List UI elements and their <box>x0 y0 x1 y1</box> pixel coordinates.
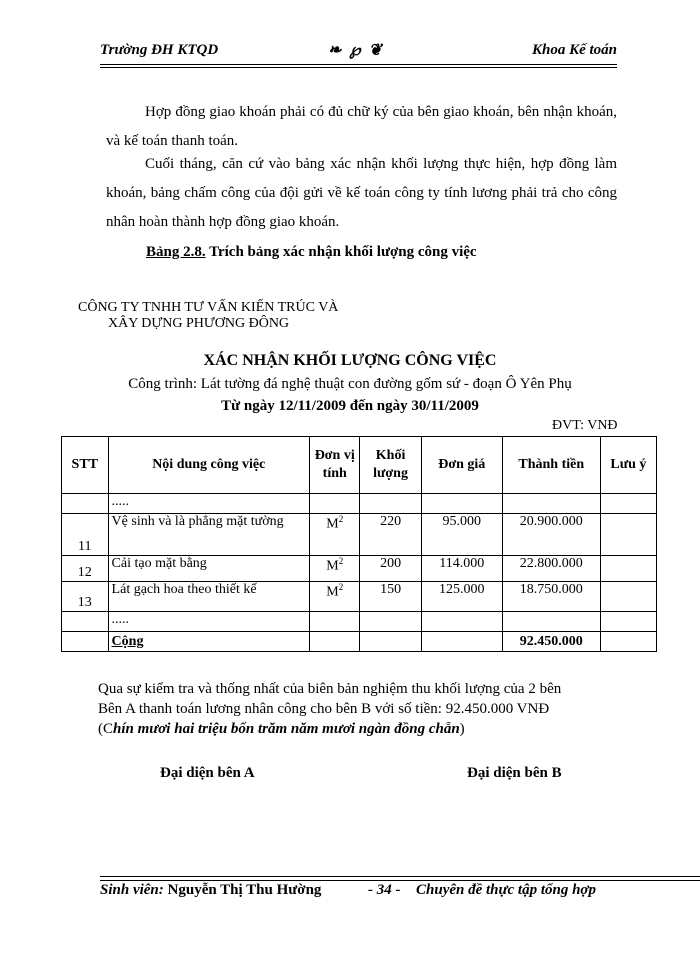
header-quantity: Khối lượng <box>360 437 421 494</box>
table-total-row <box>62 632 657 652</box>
cell-ellipsis: ..... <box>108 494 309 514</box>
table-row-ellipsis <box>62 494 657 514</box>
cell-note <box>600 514 656 556</box>
cell-empty <box>310 612 360 632</box>
cell-amount: 18.750.000 <box>502 582 600 612</box>
cell-empty <box>360 494 421 514</box>
cell-empty <box>62 632 109 652</box>
cell-empty <box>360 632 421 652</box>
unit-base: M <box>326 516 339 532</box>
cell-empty <box>421 494 502 514</box>
cell-empty <box>421 612 502 632</box>
cell-note <box>600 556 656 582</box>
cell-unit <box>310 582 360 612</box>
cell-ellipsis: ..... <box>108 612 309 632</box>
cell-stt: 13 <box>62 582 109 612</box>
cell-unit-price: 95.000 <box>421 514 502 556</box>
paragraph-month-end: Cuối tháng, căn cứ vào bảng xác nhận khối lượng thực hiện, hợp đồng làm khoán, bảng chấm công của đội gửi về kế toán công ty tính lương phải trả cho công nhân hoàn thành hợp đồng giao khoán. <box>106 156 617 230</box>
cell-unit <box>310 514 360 556</box>
department-name: Khoa Kế toán <box>531 42 617 58</box>
cell-content: Vệ sinh và là phẳng mặt tường <box>108 514 309 556</box>
paragraph-contract-signatures: Hợp đồng giao khoán phải có đủ chữ ký của bên giao khoán, bên nhận khoán, và kế toán thanh toán. <box>106 104 617 149</box>
cell-empty <box>310 494 360 514</box>
header-content: Nội dung công việc <box>108 437 309 494</box>
unit-exponent: 2 <box>338 514 344 524</box>
university-name: Trường ĐH KTQD <box>100 42 219 58</box>
cell-empty <box>502 612 600 632</box>
cell-note <box>600 582 656 612</box>
header-stt: STT <box>62 437 109 494</box>
total-label: Cộng <box>108 632 309 652</box>
amount-in-words-open: (C <box>98 721 113 737</box>
company-name <box>78 300 338 332</box>
cell-empty <box>421 632 502 652</box>
company-name-line-2: XÂY DỰNG PHƯƠNG ĐÔNG <box>108 316 290 331</box>
cell-empty <box>600 632 656 652</box>
header-ornament: ❧ ℘ ❦ <box>328 42 384 59</box>
unit-exponent: 2 <box>338 556 344 566</box>
unit-base: M <box>326 558 339 574</box>
cell-empty <box>502 494 600 514</box>
amount-in-words-text: hín mươi hai triệu bốn trăm năm mươi ngàn đồng chẵn <box>113 721 460 737</box>
student-label: Sinh viên: <box>100 882 164 898</box>
cell-quantity: 200 <box>360 556 421 582</box>
table-row <box>62 556 657 582</box>
table-caption-label: Bảng 2.8. <box>146 244 206 260</box>
header-divider-thin <box>100 67 617 68</box>
payment-statement: Bên A thanh toán lương nhân công cho bên B với số tiền: 92.450.000 VNĐ <box>98 701 550 717</box>
cell-stt: 12 <box>62 556 109 582</box>
cell-empty <box>62 612 109 632</box>
cell-empty <box>600 494 656 514</box>
document-title: XÁC NHẬN KHỐI LƯỢNG CÔNG VIỆC <box>203 352 497 369</box>
project-name: Công trình: Lát tường đá nghệ thuật con đường gốm sứ - đoạn Ô Yên Phụ <box>128 376 572 392</box>
cell-content: Lát gạch hoa theo thiết kế <box>108 582 309 612</box>
page-footer <box>100 882 660 899</box>
cell-empty <box>310 632 360 652</box>
amount-in-words-close: ) <box>459 721 465 737</box>
header-amount: Thành tiền <box>502 437 600 494</box>
cell-empty <box>360 612 421 632</box>
amount-in-words <box>98 720 638 739</box>
header-unit: Đơn vị tính <box>310 437 360 494</box>
footer-divider <box>100 876 700 877</box>
total-amount: 92.450.000 <box>502 632 600 652</box>
student-name: Nguyễn Thị Thu Hường <box>167 882 322 898</box>
cell-unit-price: 125.000 <box>421 582 502 612</box>
signature-party-a: Đại diện bên A <box>160 765 255 781</box>
signature-party-b: Đại diện bên B <box>467 765 562 781</box>
cell-quantity: 220 <box>360 514 421 556</box>
table-caption <box>146 244 477 261</box>
header-divider <box>100 64 617 65</box>
unit-exponent: 2 <box>338 582 344 592</box>
page-number: - 34 - <box>368 882 401 898</box>
cell-empty <box>62 494 109 514</box>
report-title: Chuyên đề thực tập tổng hợp <box>416 882 596 898</box>
footer-divider-thin <box>100 880 700 881</box>
cell-unit-price: 114.000 <box>421 556 502 582</box>
currency-unit-note: ĐVT: VNĐ <box>552 418 618 433</box>
cell-amount: 22.800.000 <box>502 556 600 582</box>
header-unit-price: Đơn giá <box>421 437 502 494</box>
cell-stt: 11 <box>62 514 109 556</box>
page-header <box>100 40 617 64</box>
cell-amount: 20.900.000 <box>502 514 600 556</box>
cell-empty <box>600 612 656 632</box>
inspection-statement: Qua sự kiểm tra và thống nhất của biên bản nghiệm thu khối lượng của 2 bên <box>98 681 562 697</box>
cell-unit <box>310 556 360 582</box>
cell-content: Cải tạo mặt bằng <box>108 556 309 582</box>
header-note: Lưu ý <box>600 437 656 494</box>
table-header-row <box>62 437 657 494</box>
table-row-ellipsis <box>62 612 657 632</box>
table-row <box>62 582 657 612</box>
work-volume-table <box>61 436 657 652</box>
cell-quantity: 150 <box>360 582 421 612</box>
unit-base: M <box>326 584 339 600</box>
table-caption-text: Trích bảng xác nhận khối lượng công việc <box>205 244 477 260</box>
period-range: Từ ngày 12/11/2009 đến ngày 30/11/2009 <box>221 398 479 414</box>
company-name-line-1: CÔNG TY TNHH TƯ VẤN KIẾN TRÚC VÀ <box>78 300 339 315</box>
table-row <box>62 514 657 556</box>
